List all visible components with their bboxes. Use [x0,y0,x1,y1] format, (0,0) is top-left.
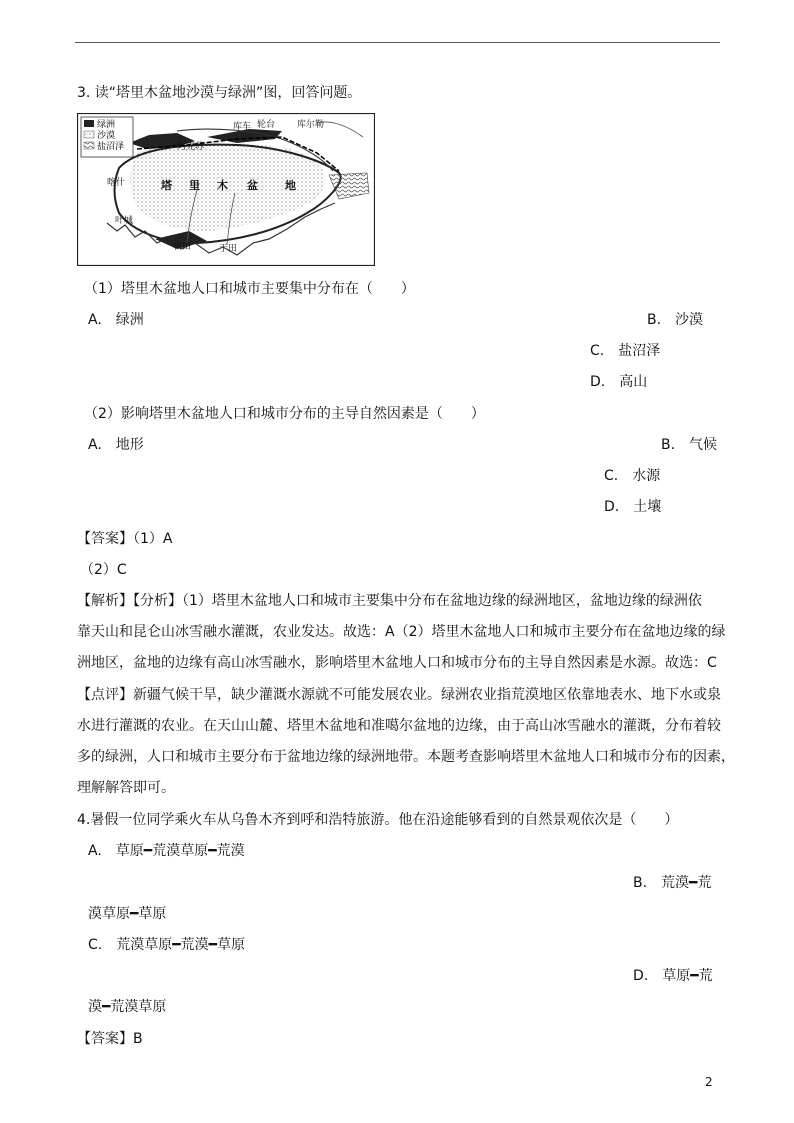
q3-analysis-line: 【解析】【分析】（1）塔里木盆地人口和城市主要集中分布在盆地边缘的绿洲地区，盆地边缘的绿洲依 [77,593,702,609]
q3-answer-2: （2）C [80,562,127,578]
q3-analysis-line: 靠天山和昆仑山冰雪融水灌溉，农业发达。故选：A（2）塔里木盆地人口和城市主要分布在盆地边缘的绿 [77,624,726,640]
q4-stem: 4.暑假一位同学乘火车从乌鲁木齐到呼和浩特旅游。他在沿途能够看到的自然景观依次是（ ） [77,812,679,828]
q3-sub2-option-b: B. 气候 [661,437,718,453]
page-number: 2 [705,1075,713,1089]
q4-option-a: A. 草原━荒漠草原━荒漠 [88,843,245,859]
q4-option-c: C. 荒漠草原━荒漠━草原 [88,937,246,953]
q3-answer-1: 【答案】（1）A [77,531,173,547]
place-hetian: 和田 [173,242,192,252]
q4-answer: 【答案】B [77,1031,143,1047]
q3-sub2: （2）影响塔里木盆地人口和城市分布的主导自然因素是（ ） [84,406,485,422]
place-akesu: 阿克苏 [177,142,205,152]
basin-char-3: 木 [217,179,228,192]
q3-analysis-line: 洲地区，盆地的边缘有高山冰雪融水，影响塔里木盆地人口和城市分布的主导自然因素是水源。故选：C [77,655,717,671]
place-kuche: 库车 [233,122,252,132]
q4-option-d: D. 草原━荒 [633,968,713,984]
q3-stem: 3. 读“塔里木盆地沙漠与绿洲”图，回答问题。 [77,85,362,101]
header-rule [75,42,720,43]
legend-oasis: 绿洲 [97,120,116,130]
q4-option-b-cont: 漠草原━草原 [88,906,167,922]
basin-char-4: 盆 [247,179,258,192]
q3-sub2-option-a: A. 地形 [88,437,144,453]
q3-comment-line: 水进行灌溉的农业。在天山山麓、塔里木盆地和准噶尔盆地的边缘，由于高山冰雪融水的灌溉，分布着较 [77,718,721,734]
q3-sub2-option-d: D. 土壤 [604,499,662,515]
q4-option-b: B. 荒漠━荒 [633,875,712,891]
legend-salt-marsh: 盐沼泽 [97,142,125,152]
place-yutian: 于田 [219,244,238,254]
q3-sub1-option-a: A. 绿洲 [88,312,144,328]
q3-sub1-option-c: C. 盐沼泽 [590,343,661,359]
place-kashi: 喀什 [107,178,126,188]
q3-comment-line: 多的绿洲，人口和城市主要分布于盆地边缘的绿洲地带。本题考查影响塔里木盆地人口和城市分布的因素， [77,749,735,765]
basin-char-1: 塔 [161,179,172,192]
q4-option-d-cont: 漠━荒漠草原 [88,999,167,1015]
q3-sub1: （1）塔里木盆地人口和城市主要集中分布在（ ） [84,281,415,297]
basin-char-5: 地 [285,179,296,192]
q3-comment-line: 理解解答即可。 [77,780,175,796]
basin-char-2: 里 [189,179,200,192]
q3-comment-line: 【点评】新疆气候干旱，缺少灌溉水源就不可能发展农业。绿洲农业指荒漠地区依靠地表水、地下水或泉 [77,687,721,703]
q3-sub1-option-b: B. 沙漠 [647,312,704,328]
q3-sub2-option-c: C. 水源 [604,468,661,484]
place-yecheng: 叶城 [115,216,134,226]
place-luntai: 轮台 [257,120,276,130]
place-kuerle: 库尔勒 [297,120,325,130]
q3-sub1-option-d: D. 高山 [590,374,648,390]
legend-desert: 沙漠 [97,131,116,141]
tarim-basin-map [77,113,375,266]
